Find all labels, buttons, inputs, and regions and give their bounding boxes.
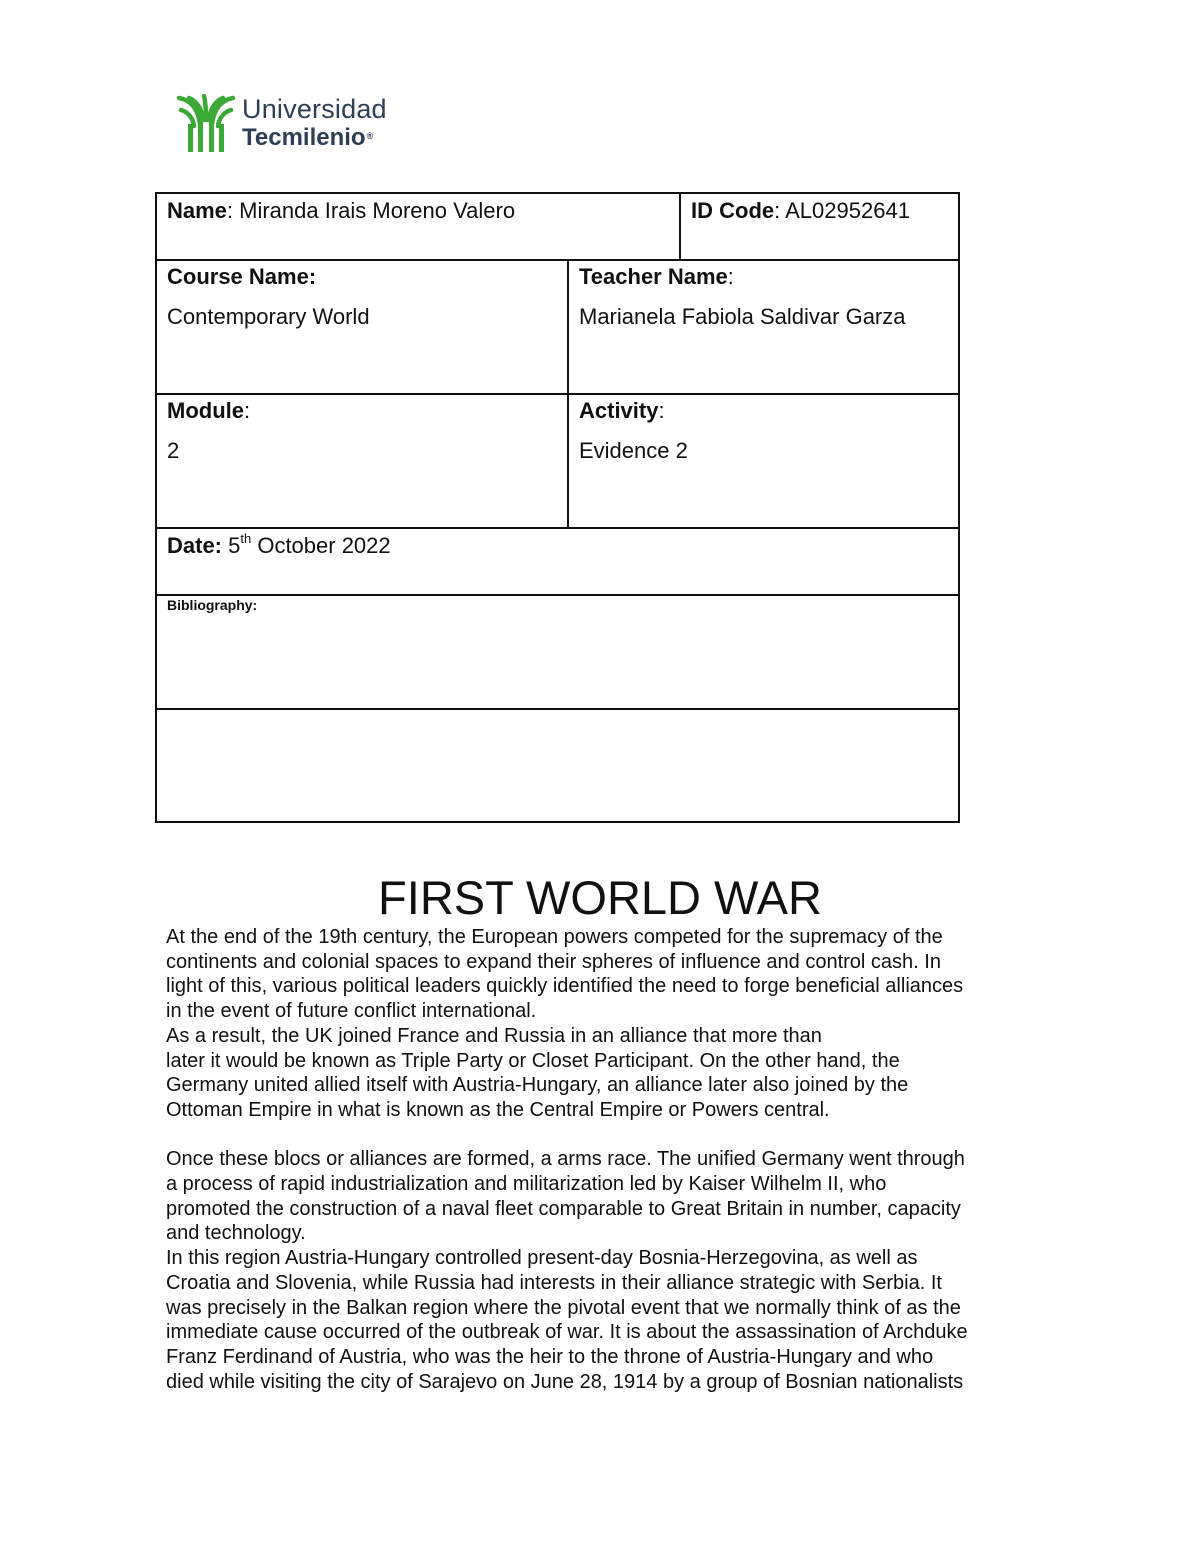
date-cell: [155, 527, 960, 596]
date-month-year: October 2022: [251, 533, 391, 558]
body-line: and technology.: [166, 1222, 306, 1245]
module-colon: :: [244, 398, 251, 423]
document-title: FIRST WORLD WAR: [378, 871, 822, 924]
body-line: died while visiting the city of Sarajevo on June 28, 1914 by a group of Bosnian nationalists: [166, 1370, 964, 1393]
name-value: : Miranda Irais Moreno Valero: [226, 198, 516, 223]
body-line: continents and colonial spaces to expand their spheres of influence and control cash. In: [166, 950, 941, 973]
module-value: 2: [167, 438, 180, 463]
teacher-name-label: Teacher Name: [579, 264, 728, 289]
cover-form-table: [155, 192, 960, 823]
course-name-label: Course Name:: [167, 264, 317, 289]
body-line: promoted the construction of a naval fleet comparable to Great Britain in number, capacity: [166, 1197, 961, 1220]
university-logo: [176, 94, 406, 156]
body-line: At the end of the 19th century, the European powers competed for the supremacy of the: [166, 926, 943, 948]
name-cell: [155, 192, 681, 261]
body-line: was precisely in the Balkan region where the pivotal event that we normally think of as the: [166, 1296, 961, 1319]
name-label: Name: [167, 198, 227, 223]
activity-value: Evidence 2: [579, 438, 688, 463]
module-cell: [155, 393, 569, 529]
activity-cell: [567, 393, 960, 529]
id-code-label: ID Code: [691, 198, 775, 223]
blank-line: [166, 1123, 1046, 1148]
id-code-value: : AL02952641: [774, 198, 910, 223]
date-ordinal-suffix: th: [240, 531, 252, 546]
body-line: light of this, various political leaders quickly identified the need to forge beneficial alliances: [166, 975, 964, 998]
course-name-value: Contemporary World: [167, 304, 370, 329]
activity-colon: :: [658, 398, 665, 423]
body-line: a process of rapid industrialization and militarization led by Kaiser Wilhelm II, who: [166, 1173, 887, 1196]
body-line: immediate cause occurred of the outbreak of war. It is about the assassination of Archduke: [166, 1321, 968, 1344]
body-line: Ottoman Empire in what is known as the Central Empire or Powers central.: [166, 1098, 830, 1121]
teacher-name-cell: [567, 259, 960, 395]
date-label: Date:: [167, 533, 223, 558]
activity-label: Activity: [579, 398, 659, 423]
body-line: As a result, the UK joined France and Russia in an alliance that more than: [166, 1024, 822, 1047]
tecmilenio-palm-logo-icon: [176, 94, 236, 154]
date-day: 5: [222, 533, 241, 558]
body-line: Germany united allied itself with Austria-Hungary, an alliance later also joined by the: [166, 1074, 909, 1097]
document-body: [166, 925, 1046, 1394]
logo-text-universidad: Universidad: [242, 94, 387, 124]
bibliography-label: Bibliography:: [167, 597, 258, 613]
id-code-cell: [679, 192, 960, 261]
teacher-name-value: Marianela Fabiola Saldivar Garza: [579, 304, 906, 329]
body-line: In this region Austria-Hungary controlled present-day Bosnia-Herzegovina, as well as: [166, 1247, 918, 1270]
body-line: Once these blocs or alliances are formed, a arms race. The unified Germany went through: [166, 1148, 965, 1171]
logo-text-tecmilenio: [242, 124, 373, 152]
registered-mark: ®: [366, 131, 374, 141]
body-line: Croatia and Slovenia, while Russia had interests in their alliance strategic with Serbia. It: [166, 1271, 942, 1294]
body-line: Franz Ferdinand of Austria, who was the heir to the throne of Austria-Hungary and who: [166, 1345, 934, 1368]
body-line: in the event of future conflict international.: [166, 1000, 537, 1023]
empty-cell: [155, 708, 960, 823]
course-name-cell: [155, 259, 569, 395]
logo-text-tecmilenio-word: Tecmilenio: [242, 124, 366, 151]
teacher-name-colon: :: [727, 264, 734, 289]
bibliography-cell: [155, 594, 960, 710]
body-line: later it would be known as Triple Party or Closet Participant. On the other hand, the: [166, 1049, 900, 1072]
module-label: Module: [167, 398, 244, 423]
